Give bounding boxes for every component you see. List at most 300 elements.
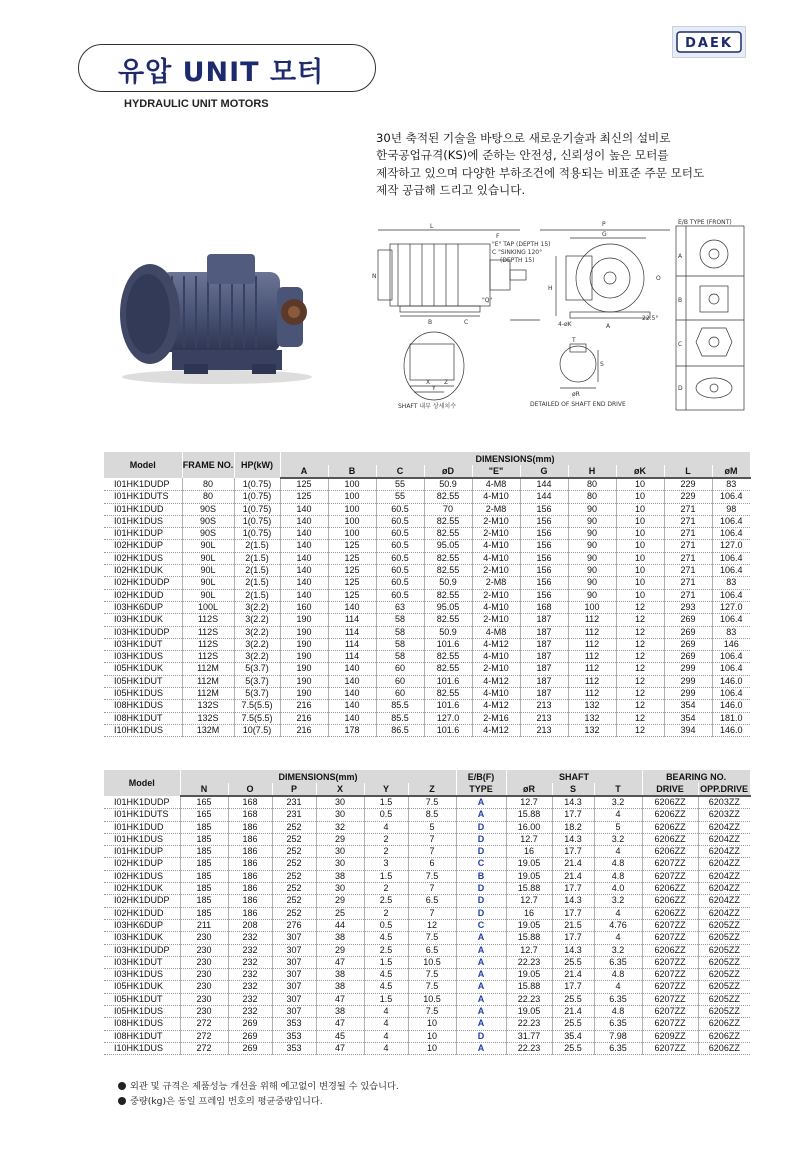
table-cell: 4.8: [594, 858, 642, 870]
table-cell: 0.5: [364, 919, 408, 931]
model-cell: I03HK6DUP: [104, 601, 182, 613]
model-cell: I08HK1DUS: [104, 700, 182, 712]
table-row: [104, 712, 750, 724]
table-cell: 252: [272, 907, 316, 919]
table-cell: 4.8: [594, 969, 642, 981]
table-cell: 132: [568, 712, 616, 724]
intro-line: 제작하고 있으며 다양한 부하조건에 적용되는 비표준 주문 모터도: [376, 165, 705, 180]
table-cell: 269: [664, 651, 712, 663]
table-cell: 15.88: [506, 932, 552, 944]
table-cell: D: [456, 1030, 506, 1042]
table-cell: C: [456, 919, 506, 931]
label-G: G: [602, 231, 607, 238]
table-cell: 4.5: [364, 969, 408, 981]
table-cell: 6205ZZ: [708, 969, 740, 980]
table-cell: 101.6: [424, 724, 472, 736]
table-cell: 6207ZZ: [642, 1042, 698, 1054]
table-cell: 307: [272, 981, 316, 993]
table-cell: 186: [228, 821, 272, 833]
table-cell: 0.5: [364, 809, 408, 821]
table-cell: 156: [520, 565, 568, 577]
table-cell: 4: [364, 1018, 408, 1030]
table1.headers_dims-subheader: G: [520, 465, 568, 478]
table-cell: 252: [272, 858, 316, 870]
th2-dimensions: DIMENSIONS(mm): [180, 770, 456, 783]
table-cell: 30: [316, 846, 364, 858]
table-cell: 232: [228, 944, 272, 956]
table-cell: 271: [664, 565, 712, 577]
table-cell: 114: [328, 651, 376, 663]
table-row: [104, 552, 750, 564]
page-title: 유압 UNIT 모터: [118, 57, 325, 88]
table-row: [104, 858, 750, 870]
model-cell: I01HK1DUTS: [104, 809, 180, 821]
table-cell: 269: [664, 614, 712, 626]
table-cell: 190: [280, 663, 328, 675]
table-cell: 181.0: [719, 712, 743, 723]
table-row: [104, 870, 750, 882]
label-X: X: [426, 379, 431, 386]
table-cell: A: [456, 1006, 506, 1018]
table-row: [104, 577, 750, 589]
table-cell: 112: [568, 614, 616, 626]
table-cell: 2(1.5): [234, 540, 280, 552]
table-cell: 106.4: [719, 589, 743, 600]
table-cell: 7: [408, 846, 456, 858]
table-cell: 3(2.2): [234, 601, 280, 613]
table1.headers_dims-subheader: øK: [616, 465, 664, 478]
model-cell: I03HK1DUT: [104, 956, 180, 968]
table-cell: 1(0.75): [234, 515, 280, 527]
table-cell: 6204ZZ: [708, 883, 740, 894]
table-cell: 7.5: [408, 981, 456, 993]
model-cell: I03HK1DUDP: [104, 944, 180, 956]
table-cell: 186: [228, 870, 272, 882]
table-cell: 252: [272, 883, 316, 895]
eb-type-title: E/B TYPE (FRONT): [678, 219, 732, 226]
table-cell: 1(0.75): [234, 491, 280, 503]
table-cell: 3.2: [594, 944, 642, 956]
table-cell: 4.8: [594, 1006, 642, 1018]
table-cell: 50.9: [424, 478, 472, 491]
table-cell: 186: [228, 883, 272, 895]
table-cell: 231: [272, 796, 316, 809]
table-cell: 168: [520, 601, 568, 613]
table-cell: 353: [272, 1018, 316, 1030]
table-cell: 106.4: [719, 614, 743, 625]
table-cell: 95.05: [424, 601, 472, 613]
th-frame: FRAME NO.: [182, 452, 234, 478]
model-cell: I02HK1DUP: [104, 858, 180, 870]
table-cell: 299: [664, 688, 712, 700]
table-cell: 60.5: [376, 552, 424, 564]
table-cell: 5: [594, 821, 642, 833]
table-cell: 146.0: [719, 724, 743, 735]
th2-shaft: SHAFT: [506, 770, 642, 783]
table-cell: 252: [272, 833, 316, 845]
table-cell: 10: [616, 552, 664, 564]
table-cell: 230: [180, 981, 228, 993]
table-row: [104, 528, 750, 540]
table-cell: 6205ZZ: [708, 956, 740, 967]
table-cell: 8.5: [408, 809, 456, 821]
table-cell: 140: [328, 700, 376, 712]
table-cell: 30: [316, 858, 364, 870]
table-cell: 190: [280, 675, 328, 687]
table-cell: 6205ZZ: [708, 1006, 740, 1017]
table-cell: 230: [180, 1006, 228, 1018]
table-cell: 106.4: [719, 651, 743, 662]
shaft-caption: SHAFT 내부 상세치수: [398, 403, 457, 410]
table-row: [104, 614, 750, 626]
table-cell: 4.76: [594, 919, 642, 931]
model-cell: I01HK1DUD: [104, 503, 182, 515]
table-cell: 60: [376, 663, 424, 675]
table-cell: 10.5: [408, 956, 456, 968]
table-cell: 82.55: [424, 528, 472, 540]
table-cell: 1.5: [364, 796, 408, 809]
table-cell: 125: [280, 491, 328, 503]
table-row: [104, 833, 750, 845]
table-cell: 106.4: [719, 688, 743, 699]
table-cell: 6204ZZ: [708, 895, 740, 906]
table-cell: 6207ZZ: [642, 956, 698, 968]
table-cell: 165: [180, 796, 228, 809]
table-cell: 2: [364, 907, 408, 919]
table-cell: 127.0: [424, 712, 472, 724]
model-cell: I05HK1DUT: [104, 675, 182, 687]
table1.headers_dims-subheader: A: [280, 465, 328, 478]
table-cell: 100: [328, 528, 376, 540]
table-cell: 21.4: [552, 870, 594, 882]
table-cell: 146: [723, 638, 739, 649]
table-cell: 101.6: [424, 675, 472, 687]
table-cell: 6206ZZ: [708, 1018, 740, 1029]
table-cell: 114: [328, 614, 376, 626]
table-cell: 185: [180, 895, 228, 907]
table-cell: 3.2: [594, 833, 642, 845]
table-cell: 7.5: [408, 796, 456, 809]
table-cell: 12.7: [506, 833, 552, 845]
table-cell: 6.35: [594, 1018, 642, 1030]
table-cell: 353: [272, 1030, 316, 1042]
table-cell: 25.5: [552, 956, 594, 968]
table2.headers_sub-subheader: X: [316, 783, 364, 796]
table2.headers_sub-subheader: T: [594, 783, 642, 796]
table-cell: 6207ZZ: [642, 932, 698, 944]
table2.headers_sub-subheader: TYPE: [456, 783, 506, 796]
table-cell: 58: [376, 626, 424, 638]
table-cell: 100: [328, 478, 376, 491]
table-cell: 2-M8: [472, 577, 520, 589]
table-cell: 12: [616, 675, 664, 687]
table-cell: 6206ZZ: [708, 1030, 740, 1041]
table-cell: 90S: [182, 528, 234, 540]
table2.headers_sub-subheader: N: [180, 783, 228, 796]
table-cell: 112: [568, 675, 616, 687]
table-cell: 190: [280, 614, 328, 626]
table-cell: 156: [520, 552, 568, 564]
table-cell: A: [456, 981, 506, 993]
table-cell: 307: [272, 944, 316, 956]
model-cell: I03HK1DUDP: [104, 626, 182, 638]
table-cell: 90L: [182, 577, 234, 589]
table-cell: 252: [272, 895, 316, 907]
table-cell: 17.7: [552, 932, 594, 944]
table-cell: 232: [228, 981, 272, 993]
table-cell: 112M: [182, 675, 234, 687]
table-row: [104, 883, 750, 895]
table-cell: 82.55: [424, 614, 472, 626]
table-cell: 4-M12: [472, 638, 520, 650]
table-cell: 7: [408, 833, 456, 845]
table-cell: 6203ZZ: [708, 809, 740, 820]
table-cell: 19.05: [506, 870, 552, 882]
table-cell: 6206ZZ: [642, 809, 698, 821]
table-row: [104, 638, 750, 650]
dimensions-table-2: [104, 770, 751, 1055]
footnotes: [118, 1079, 399, 1109]
table-cell: D: [456, 833, 506, 845]
table-cell: 186: [228, 833, 272, 845]
table-cell: 5(3.7): [234, 688, 280, 700]
table-cell: 6204ZZ: [708, 846, 740, 857]
table-cell: 125: [328, 565, 376, 577]
table-cell: 38: [316, 932, 364, 944]
table-cell: 82.55: [424, 651, 472, 663]
table-cell: 10: [616, 528, 664, 540]
table-cell: 4-M8: [472, 626, 520, 638]
table-cell: 271: [664, 552, 712, 564]
table-cell: 140: [328, 675, 376, 687]
table-cell: 14.3: [552, 895, 594, 907]
table-cell: 186: [228, 858, 272, 870]
table-cell: 58: [376, 651, 424, 663]
table-cell: 140: [328, 688, 376, 700]
table-cell: 25.5: [552, 1018, 594, 1030]
table-cell: 60: [376, 688, 424, 700]
table1.headers_dims-subheader: H: [568, 465, 616, 478]
table-cell: 82.55: [424, 688, 472, 700]
table-cell: 140: [280, 552, 328, 564]
table-cell: 230: [180, 969, 228, 981]
label-R: øR: [572, 391, 580, 398]
table-cell: 90: [568, 503, 616, 515]
model-cell: I01HK1DUS: [104, 833, 180, 845]
model-cell: I05HK1DUK: [104, 981, 180, 993]
table-cell: 276: [272, 919, 316, 931]
table-cell: 269: [664, 626, 712, 638]
model-cell: I02HK1DUK: [104, 883, 180, 895]
table-cell: 354: [664, 712, 712, 724]
label-B: B: [428, 319, 433, 326]
table-cell: 185: [180, 858, 228, 870]
table-cell: 90L: [182, 589, 234, 601]
table2.headers_sub-subheader: øR: [506, 783, 552, 796]
label-K: 4-øK: [558, 321, 572, 328]
table-cell: 127.0: [719, 601, 743, 612]
table-cell: 4.5: [364, 932, 408, 944]
table-cell: 90L: [182, 540, 234, 552]
table-cell: 185: [180, 870, 228, 882]
table-cell: 187: [520, 638, 568, 650]
table-cell: 132: [568, 724, 616, 736]
model-cell: I08HK1DUT: [104, 712, 182, 724]
table-cell: 12: [616, 626, 664, 638]
table-cell: 4: [364, 1042, 408, 1054]
eb-row-c: C: [678, 341, 683, 348]
table-cell: 83: [726, 577, 737, 588]
table-cell: 4: [594, 932, 642, 944]
table-cell: 82.55: [424, 552, 472, 564]
model-cell: I03HK1DUK: [104, 932, 180, 944]
model-cell: I02HK1DUD: [104, 907, 180, 919]
table-cell: 299: [664, 663, 712, 675]
table-cell: 60.5: [376, 577, 424, 589]
model-cell: I05HK1DUK: [104, 663, 182, 675]
table-cell: 354: [664, 700, 712, 712]
table-cell: D: [456, 846, 506, 858]
table-cell: 272: [180, 1042, 228, 1054]
label-c-sinking: C "SINKING 120°: [492, 249, 543, 256]
label-N: N: [372, 273, 377, 280]
table-cell: 299: [664, 675, 712, 687]
table-cell: 190: [280, 638, 328, 650]
table-cell: 271: [664, 515, 712, 527]
model-cell: I08HK1DUT: [104, 1030, 180, 1042]
table-cell: 112S: [182, 638, 234, 650]
model-cell: I01HK1DUDP: [104, 478, 182, 491]
table-cell: 106.4: [719, 528, 743, 539]
table-cell: 211: [180, 919, 228, 931]
table-cell: 232: [228, 932, 272, 944]
table-cell: 165: [180, 809, 228, 821]
table-cell: 6205ZZ: [708, 932, 740, 943]
table-cell: 82.55: [424, 491, 472, 503]
table-row: [104, 515, 750, 527]
model-cell: I02HK1DUD: [104, 589, 182, 601]
table-cell: C: [456, 858, 506, 870]
table-cell: 213: [520, 700, 568, 712]
table-cell: 32: [316, 821, 364, 833]
table-cell: 12.7: [506, 895, 552, 907]
table-cell: 271: [664, 589, 712, 601]
table-cell: 44: [316, 919, 364, 931]
table-cell: 100L: [182, 601, 234, 613]
table-cell: 12: [616, 663, 664, 675]
model-cell: I03HK1DUK: [104, 614, 182, 626]
table-cell: 100: [568, 601, 616, 613]
label-P: P: [602, 221, 606, 228]
table-cell: 112S: [182, 651, 234, 663]
table-cell: 4: [594, 907, 642, 919]
table-cell: 112M: [182, 663, 234, 675]
table-cell: 10: [616, 565, 664, 577]
table-cell: 60.5: [376, 589, 424, 601]
th2-eb: E/B(F): [456, 770, 506, 783]
table-cell: 187: [520, 688, 568, 700]
table-cell: 252: [272, 846, 316, 858]
table-cell: 2.5: [364, 895, 408, 907]
table-cell: 2-M10: [472, 528, 520, 540]
model-cell: I01HK1DUP: [104, 846, 180, 858]
table-cell: 213: [520, 724, 568, 736]
table-cell: 29: [316, 944, 364, 956]
table2.headers_sub-subheader: Z: [408, 783, 456, 796]
table-cell: 80: [182, 491, 234, 503]
table-cell: 6.35: [594, 1042, 642, 1054]
brand-logo: [672, 26, 746, 58]
intro-paragraph: [376, 130, 716, 200]
table-cell: 4.5: [364, 981, 408, 993]
table-cell: 1(0.75): [234, 503, 280, 515]
table-cell: 83: [726, 479, 737, 489]
th2-bearing: BEARING NO.: [642, 770, 750, 783]
table-cell: 216: [280, 712, 328, 724]
table-cell: 22.23: [506, 1018, 552, 1030]
table-cell: 394: [664, 724, 712, 736]
table-cell: 178: [328, 724, 376, 736]
table-cell: 185: [180, 907, 228, 919]
table-cell: 230: [180, 932, 228, 944]
table-cell: 146.0: [719, 700, 743, 711]
model-cell: I01HK1DUS: [104, 515, 182, 527]
table-row: [104, 565, 750, 577]
table-cell: 271: [664, 540, 712, 552]
table2.headers_sub-subheader: OPP.DRIVE: [698, 783, 750, 796]
table-cell: 4-M10: [472, 491, 520, 503]
table1.headers_dims-subheader: øM: [712, 465, 750, 478]
label-Y: Y: [432, 385, 436, 392]
table-cell: 4-M12: [472, 700, 520, 712]
table-cell: 125: [280, 478, 328, 491]
table-cell: 156: [520, 589, 568, 601]
table-cell: 29: [316, 895, 364, 907]
table-cell: 208: [228, 919, 272, 931]
table-cell: 2(1.5): [234, 589, 280, 601]
table-cell: 112: [568, 651, 616, 663]
model-cell: I10HK1DUS: [104, 1042, 180, 1054]
table-cell: 7: [408, 907, 456, 919]
table-cell: 140: [280, 503, 328, 515]
table-cell: 6.35: [594, 993, 642, 1005]
table-cell: 16.00: [506, 821, 552, 833]
table-row: [104, 969, 750, 981]
table-cell: 106.4: [719, 663, 743, 674]
table-cell: 47: [316, 956, 364, 968]
table-cell: A: [456, 1042, 506, 1054]
table-cell: 1.5: [364, 870, 408, 882]
table-cell: 12: [616, 688, 664, 700]
table-cell: 60.5: [376, 528, 424, 540]
table-cell: 112M: [182, 688, 234, 700]
shaft-end-drawing: [560, 344, 598, 388]
table-cell: A: [456, 969, 506, 981]
table-cell: 140: [280, 515, 328, 527]
table-cell: 7.5: [408, 932, 456, 944]
table-cell: 10: [616, 577, 664, 589]
table-cell: 98: [726, 503, 737, 514]
table-cell: 50.9: [424, 626, 472, 638]
table-cell: 187: [520, 663, 568, 675]
table-row: [104, 503, 750, 515]
table-cell: 230: [180, 956, 228, 968]
label-S: S: [600, 361, 604, 368]
table-cell: 6205ZZ: [708, 981, 740, 992]
table-cell: 132S: [182, 700, 234, 712]
table-cell: 6206ZZ: [642, 796, 698, 809]
table-cell: 6207ZZ: [642, 993, 698, 1005]
